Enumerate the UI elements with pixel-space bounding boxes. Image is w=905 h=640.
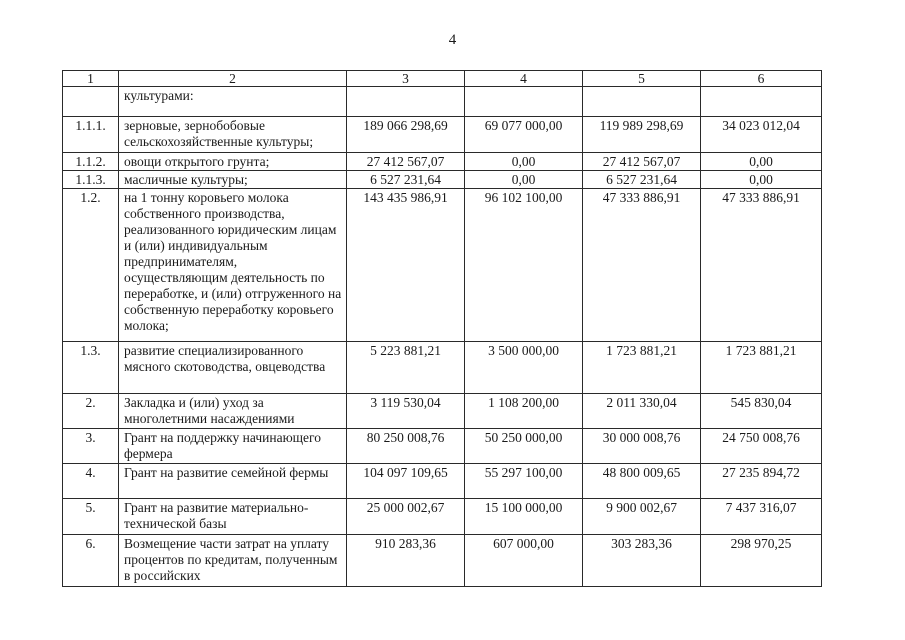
- row-number: 4.: [63, 464, 119, 499]
- row-number: [63, 87, 119, 117]
- cell-value: 1 723 881,21: [583, 342, 701, 394]
- cell-value: 6 527 231,64: [347, 171, 465, 189]
- cell-value: 47 333 886,91: [583, 189, 701, 342]
- row-name: зерновые, зернобобовые сельскохозяйственные культуры;: [119, 117, 347, 153]
- cell-value: 0,00: [701, 171, 822, 189]
- cell-value: 6 527 231,64: [583, 171, 701, 189]
- column-header: 1: [63, 71, 119, 87]
- cell-value: 3 500 000,00: [465, 342, 583, 394]
- column-header: 5: [583, 71, 701, 87]
- row-name: Грант на поддержку начинающего фермера: [119, 429, 347, 464]
- cell-value: 96 102 100,00: [465, 189, 583, 342]
- table-row: [63, 171, 822, 189]
- cell-value: 7 437 316,07: [701, 499, 822, 535]
- column-header: 3: [347, 71, 465, 87]
- cell-value: 119 989 298,69: [583, 117, 701, 153]
- cell-value: [583, 87, 701, 117]
- row-number: 1.3.: [63, 342, 119, 394]
- table-row: [63, 87, 822, 117]
- cell-value: 298 970,25: [701, 535, 822, 587]
- table-row: [63, 464, 822, 499]
- row-number: 1.1.3.: [63, 171, 119, 189]
- row-name: Грант на развитие семейной фермы: [119, 464, 347, 499]
- page-number: 4: [448, 32, 457, 48]
- cell-value: 545 830,04: [701, 394, 822, 429]
- cell-value: 69 077 000,00: [465, 117, 583, 153]
- table-row: [63, 189, 822, 342]
- row-number: 3.: [63, 429, 119, 464]
- row-name: развитие специализированного мясного скотоводства, овцеводства: [119, 342, 347, 394]
- table-row: [63, 535, 822, 587]
- table-row: [63, 342, 822, 394]
- row-name: культурами:: [119, 87, 347, 117]
- cell-value: 25 000 002,67: [347, 499, 465, 535]
- cell-value: 0,00: [465, 171, 583, 189]
- cell-value: 910 283,36: [347, 535, 465, 587]
- cell-value: 27 412 567,07: [583, 153, 701, 171]
- table-row: [63, 394, 822, 429]
- row-name: Грант на развитие материально-технической базы: [119, 499, 347, 535]
- row-number: 2.: [63, 394, 119, 429]
- column-header: 2: [119, 71, 347, 87]
- cell-value: 24 750 008,76: [701, 429, 822, 464]
- cell-value: 0,00: [701, 153, 822, 171]
- cell-value: 48 800 009,65: [583, 464, 701, 499]
- cell-value: [465, 87, 583, 117]
- cell-value: 1 108 200,00: [465, 394, 583, 429]
- cell-value: 55 297 100,00: [465, 464, 583, 499]
- row-number: 1.1.1.: [63, 117, 119, 153]
- table-row: [63, 153, 822, 171]
- cell-value: 2 011 330,04: [583, 394, 701, 429]
- cell-value: 34 023 012,04: [701, 117, 822, 153]
- row-number: 6.: [63, 535, 119, 587]
- cell-value: 9 900 002,67: [583, 499, 701, 535]
- row-name: на 1 тонну коровьего молока собственного производства, реализованного юридическим лицам и (или) индивидуальным предпринимателям, осуществляющим деятельность по переработке, и (или) отгруженного на собственную переработку коровьего молока;: [119, 189, 347, 342]
- cell-value: 1 723 881,21: [701, 342, 822, 394]
- row-number: 1.2.: [63, 189, 119, 342]
- row-number: 1.1.2.: [63, 153, 119, 171]
- cell-value: 143 435 986,91: [347, 189, 465, 342]
- cell-value: 0,00: [465, 153, 583, 171]
- cell-value: 607 000,00: [465, 535, 583, 587]
- cell-value: 189 066 298,69: [347, 117, 465, 153]
- cell-value: 5 223 881,21: [347, 342, 465, 394]
- cell-value: 27 235 894,72: [701, 464, 822, 499]
- row-name: масличные культуры;: [119, 171, 347, 189]
- row-number: 5.: [63, 499, 119, 535]
- table-row: [63, 499, 822, 535]
- cell-value: 47 333 886,91: [701, 189, 822, 342]
- cell-value: 3 119 530,04: [347, 394, 465, 429]
- row-name: Возмещение части затрат на уплату процентов по кредитам, полученным в российских: [119, 535, 347, 587]
- cell-value: [701, 87, 822, 117]
- cell-value: 27 412 567,07: [347, 153, 465, 171]
- row-name: овощи открытого грунта;: [119, 153, 347, 171]
- cell-value: [347, 87, 465, 117]
- subsidy-table: [62, 70, 822, 587]
- cell-value: 50 250 000,00: [465, 429, 583, 464]
- cell-value: 15 100 000,00: [465, 499, 583, 535]
- column-header: 4: [465, 71, 583, 87]
- table-row: [63, 429, 822, 464]
- cell-value: 80 250 008,76: [347, 429, 465, 464]
- column-header: 6: [701, 71, 822, 87]
- table-header-row: [63, 71, 822, 87]
- table-row: [63, 117, 822, 153]
- cell-value: 104 097 109,65: [347, 464, 465, 499]
- cell-value: 30 000 008,76: [583, 429, 701, 464]
- cell-value: 303 283,36: [583, 535, 701, 587]
- row-name: Закладка и (или) уход за многолетними насаждениями: [119, 394, 347, 429]
